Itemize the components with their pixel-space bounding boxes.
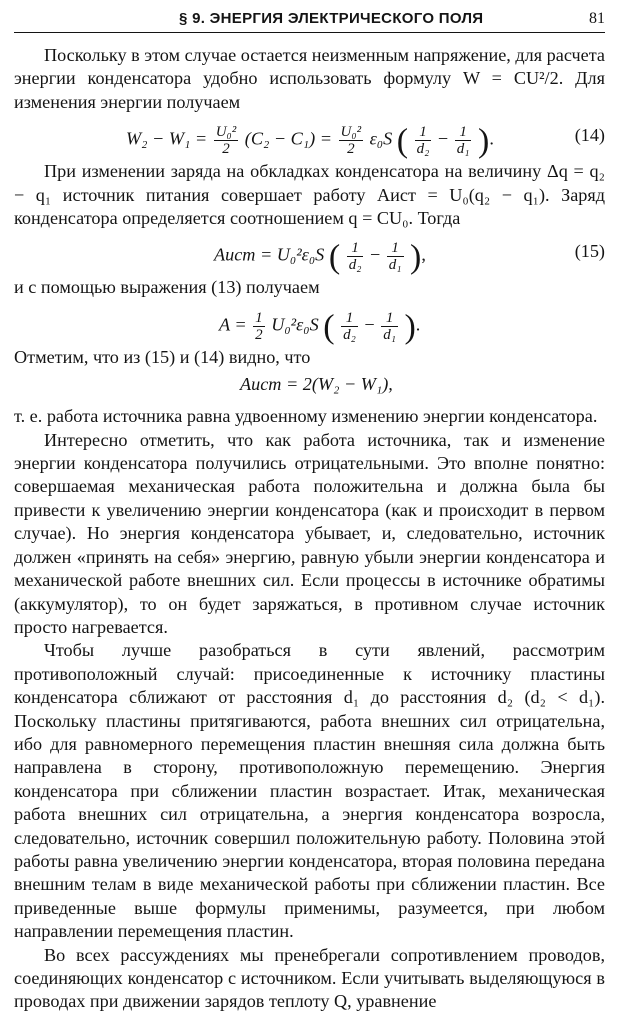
fraction-1-over-d2: $\frac{1}{\text{d₂}}$: [416, 124, 430, 158]
paragraph-7: Чтобы лучше разобраться в сути явлений, рассмотрим противоположный случай: присоединенные к источнику пластины конденсатора сближают от расстояния d₁ до расстояния d₂ (d₂ < d₁). Поскольку пластины притягиваются, работа внешних сил отрицательна, ибо для равномерного перемещения пластин внешняя сила должна быть направлена в сторону, противоположную перемещению. Энергия конденсатора при сближении пластин возрастает. Итак, механическая работа внешних сил отрицательна, а энергия конденсатора возросла, следовательно, источник совершил положительную работу. Половина этой работы равна увеличению энергии конденсатора, вторая половина передана внешним телам в виде механической работы при сближении пластин. Все приведенные выше формулы применимы, разумеется, при любом направлении перемещения пластин.: [14, 640, 605, 942]
fraction-u0sq-over-2-b: $\frac{\text{U₀²}}{2}$: [340, 124, 362, 158]
equation-15-number: (15): [574, 241, 605, 262]
fraction-1-over-d2: $\frac{1}{\text{d₂}}$: [348, 240, 362, 274]
eq14-lhs: W₂ − W₁ =: [126, 128, 208, 149]
fraction-1-over-d1: $\frac{1}{\text{d₁}}$: [388, 240, 402, 274]
equation-15: [14, 230, 605, 276]
fraction-1-over-d1: $\frac{1}{\text{d₁}}$: [383, 309, 396, 343]
equation-source-work-expression: Aист = 2(W₂ − W₁),: [240, 374, 393, 395]
paragraph-5: т. е. работа источника равна удвоенному изменению энергии конденсатора.: [14, 406, 598, 427]
equation-14: [14, 114, 605, 160]
eq14-rhs-factor: ε₀S: [369, 128, 393, 149]
eq-a-lhs: A =: [219, 314, 247, 335]
equation-14-expression: W₂ − W₁ = $\frac{\text{U₀²}}{2}$ (C₂ − C₁) = $\frac{\text{U₀²}}{2}$ ε₀S ( $\frac{1}{\text{d₂}}$ − $\frac{1}{\text{d₁}}$ ).: [126, 122, 494, 160]
fraction-1-over-d1: $\frac{1}{\text{d₁}}$: [456, 124, 470, 158]
equation-15-expression: Aист = U₀²ε₀S ( $\frac{1}{\text{d₂}}$ − $\frac{1}{\text{d₁}}$ ),: [214, 239, 426, 277]
eq14-mid: (C₂ − C₁) =: [244, 128, 332, 149]
equation-14-number: (14): [574, 125, 605, 146]
section-title: § 9. ЭНЕРГИЯ ЭЛЕКТРИЧЕСКОГО ПОЛЯ: [179, 10, 484, 27]
paragraph-3: и с помощью выражения (13) получаем: [14, 277, 320, 298]
eq-a-factor: U₀²ε₀S: [271, 314, 319, 335]
eq15-lhs: Aист = U₀²ε₀S: [214, 245, 325, 266]
fraction-u0sq-over-2: $\frac{\text{U₀²}}{2}$: [215, 124, 237, 158]
page-number: 81: [589, 10, 605, 27]
page-body: [14, 44, 605, 1014]
paragraph-4: Отметим, что из (15) и (14) видно, что: [14, 346, 311, 367]
paragraph-8: Во всех рассуждениях мы пренебрегали сопротивлением проводов, соединяющих конденсатор с источником. Если учитывать выделяющуюся в проводах при движении зарядов теплоту Q, уравнение: [14, 944, 605, 1012]
equation-work: [14, 300, 605, 346]
equation-work-expression: A = $\frac{1}{2}$ U₀²ε₀S ( $\frac{1}{\text{d₂}}$ − $\frac{1}{\text{d₁}}$ ).: [219, 308, 421, 346]
fraction-1-over-d2: $\frac{1}{\text{d₂}}$: [343, 309, 356, 343]
paragraph-6: Интересно отметить, что как работа источника, так и изменение энергии конденсатора получились отрицательными. Это вполне понятно: совершаемая механическая работа положительна и должна была бы привести к увеличению энергии конденсатора (как и происходит в первом случае). Но энергия конденсатора убывает, и, следовательно, источник должен «принять на себя» энергию, равную убыли энергии конденсатора и механической работе внешних сил. Если процессы в источнике обратимы (аккумулятор), то он будет заряжаться, в противном случае источник просто нагревается.: [14, 429, 605, 637]
paragraph-1: Поскольку в этом случае остается неизменным напряжение, для расчета энергии конденсатора удобно использовать формулу W = CU²/2. Для изменения энергии получаем: [14, 45, 605, 112]
fraction-half: $\frac{1}{2}$: [255, 309, 263, 343]
equation-source-work: [14, 369, 605, 405]
running-header: [14, 8, 605, 33]
paragraph-2: При изменении заряда на обкладках конденсатора на величину Δq = q₂ − q₁ источник питания совершает работу Aист = U₀(q₂ − q₁). Заряд конденсатора определяется соотношением q = CU₀. Тогда: [14, 161, 605, 229]
